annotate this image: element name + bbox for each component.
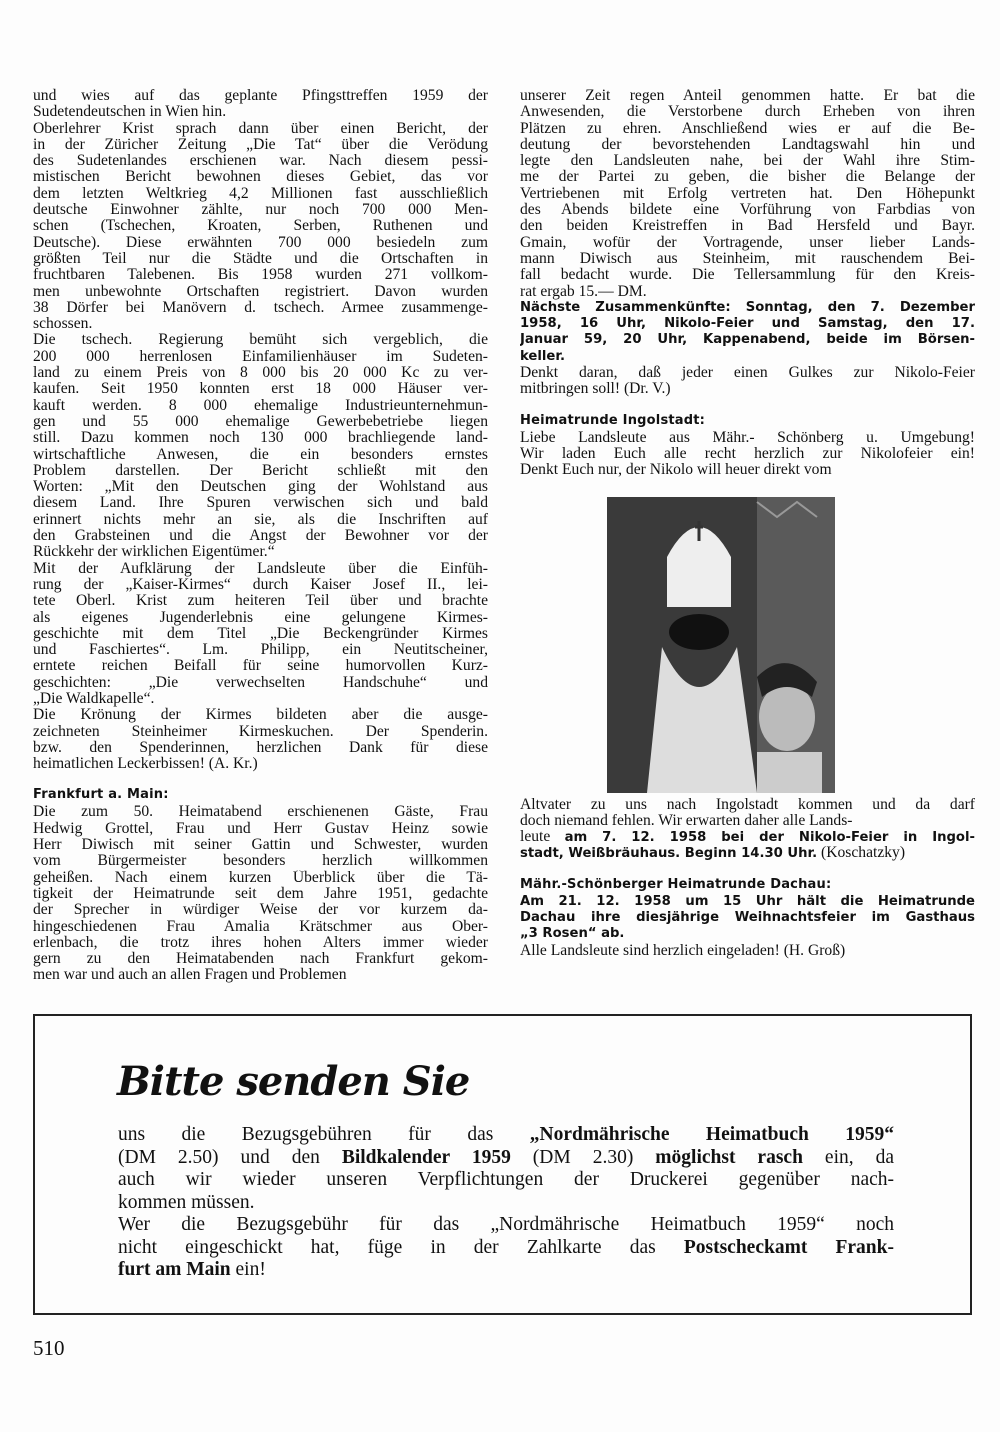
text-line: mann Diwisch aus Steinheim, mit rauschendem Bei- bbox=[520, 250, 975, 267]
text: stadt, Weißbräuhaus. Beginn 14.30 Uhr. bbox=[520, 846, 818, 862]
notice-text bbox=[118, 1124, 894, 1282]
text-line: Denkt Euch nur, der Nikolo will heuer direkt vom bbox=[520, 462, 832, 479]
text-line: wirtschaftliche Anwesen, die ein besonders ernstes bbox=[33, 446, 488, 463]
text-line: schossen. bbox=[33, 316, 93, 333]
text-line: Die tschech. Regierung bemüht sich vergeblich, die bbox=[33, 332, 488, 349]
text-line: in der Züricher Zeitung „Die Tat“ über die Verödung bbox=[33, 136, 488, 153]
text-line: hingeschiedenen Frau Amalia Krätschmer aus Ober- bbox=[33, 918, 488, 935]
text: ein, da bbox=[802, 1146, 894, 1168]
text-line: als eigenes Jugenderlebnis eine gelungene Kirmes- bbox=[33, 609, 488, 626]
text: (DM 2.50) und den bbox=[118, 1146, 342, 1168]
text: auch wir wieder unseren Verpflichtungen der Druckerei gegenüber nach- bbox=[118, 1169, 894, 1190]
text: am 7. 12. 1958 bei der Nikolo-Feier in Ingol- bbox=[564, 830, 975, 846]
text-line: still. Dazu kommen noch 130 000 brachliegende land- bbox=[33, 430, 488, 447]
text: nicht eingeschickt hat, füge in der Zahlkarte das bbox=[118, 1236, 684, 1258]
text-line: bzw. den Spenderinnen, herzlichen Dank für diese bbox=[33, 739, 488, 756]
text-line: tigkeit der Heimatrunde seit dem Jahre 1951, gedachte bbox=[33, 885, 488, 902]
text-line: erlenbach, die trotz ihres hohen Alters immer wieder bbox=[33, 934, 488, 951]
text-line bbox=[520, 829, 975, 845]
text: (Koschatzky) bbox=[817, 845, 906, 862]
text-line: erinnert nichts mehr an sie, als die Inschriften auf bbox=[33, 511, 488, 528]
section-heading-dachau: Mähr.-Schönberger Heimatrunde Dachau: bbox=[520, 876, 832, 892]
text-line: gern zu den Heimatabenden nach Frankfurt gekom- bbox=[33, 951, 488, 968]
text-line: und wies auf das geplante Pfingsttreffen 1959 der bbox=[33, 88, 488, 104]
text: Wer die Bezugsgebühr für das „Nordmährische Heimatbuch 1959“ noch bbox=[118, 1214, 894, 1235]
left-column bbox=[33, 88, 488, 984]
text-line: des Sudetenlandes erschienen war. Nach diesem pessi- bbox=[33, 153, 488, 170]
text-line: geheißen. Nach einem kurzen Überblick über die Tä- bbox=[33, 869, 488, 886]
text-line: Nächste Zusammenkünfte: Sonntag, den 7. Dezember bbox=[520, 299, 975, 315]
text-line: heimatlichen Leckerbissen! (A. Kr.) bbox=[33, 756, 258, 773]
text-line: Liebe Landsleute aus Mähr.- Schönberg u. Umgebung! bbox=[520, 429, 975, 446]
text-line: Plätzen zu ehren. Anschließend wies er auf die Be- bbox=[520, 120, 975, 137]
text-line: 38 Dörfer bei Manövern d. tschech. Armee zusammenge- bbox=[33, 299, 488, 316]
text-line: Die zum 50. Heimatabend erschienenen Gäste, Frau bbox=[33, 804, 488, 821]
text: (DM 2.30) bbox=[510, 1146, 656, 1168]
photo-nikolo bbox=[607, 497, 835, 793]
text bbox=[520, 398, 975, 412]
text: furt am Main bbox=[118, 1259, 231, 1280]
text: uns die Bezugsgebühren für das bbox=[118, 1124, 530, 1145]
text-line: und Faschiertes“. Lm. Philipp, ein Neutitscheiner, bbox=[33, 642, 488, 659]
text-line: rat ergab 15.— DM. bbox=[520, 283, 647, 300]
text-line: vom Bürgermeister besonders herzlich willkommen bbox=[33, 853, 488, 870]
text-line: me der Partei zu geben, die bisher die Belange der bbox=[520, 169, 975, 186]
text-line: Altvater zu uns nach Ingolstadt kommen und da darf bbox=[520, 796, 975, 813]
text-line: mitbringen soll! (Dr. V.) bbox=[520, 381, 671, 398]
text-line: Wir laden Euch alle recht herzlich zur Nikolofeier ein! bbox=[520, 445, 975, 462]
text-line: land zu einem Preis von 8 000 bis 20 000 Kc zu ver- bbox=[33, 365, 488, 382]
text: Postscheckamt Frank- bbox=[683, 1236, 894, 1258]
page-number: 510 bbox=[33, 1336, 65, 1360]
text-line: fall bedacht wurde. Die Tellersammlung für den Kreis- bbox=[520, 267, 975, 284]
section-heading-ingolstadt: Heimatrunde Ingolstadt: bbox=[520, 412, 706, 428]
text-line: doch niemand fehlen. Wir erwarten daher alle Lands- bbox=[520, 812, 853, 829]
text-line: keller. bbox=[520, 348, 565, 364]
notice-box bbox=[33, 1014, 972, 1315]
text-line: Alle Landsleute sind herzlich eingeladen! (H. Groß) bbox=[520, 942, 846, 959]
text-line: Mit der Aufklärung der Landsleute über die Einfüh- bbox=[33, 560, 488, 577]
text-line: des Abends bildete eine Vorführung von Farbdias von bbox=[520, 202, 975, 219]
text-line: Gmain, wofür der Vortragende, unser lieber Lands- bbox=[520, 234, 975, 251]
text-line: Hedwig Grottel, Frau und Herr Gustav Heinz sowie bbox=[33, 820, 488, 837]
text-line: Denkt daran, daß jeder einen Gulkes zur Nikolo-Feier bbox=[520, 365, 975, 382]
text-line: rung der „Kaiser-Kirmes“ durch Kaiser Josef II., lei- bbox=[33, 576, 488, 593]
text-line: Worten: „Mit den Deutschen ging der Wohlstand aus bbox=[33, 479, 488, 496]
text: kommen müssen. bbox=[118, 1191, 255, 1213]
text-line: Deutsche). Diese erwähnten 700 000 besiedeln zum bbox=[33, 234, 488, 251]
text-line: erntete reichen Beifall für seine humorvollen Kurz- bbox=[33, 658, 488, 675]
text-line: Rückkehr der wirklichen Eigentümer.“ bbox=[33, 544, 275, 561]
text-line: diesem Land. Ihre Spuren verwischen sich und bald bbox=[33, 495, 488, 512]
text-line: deutsche Einwohner zählte, nur noch 700 000 Men- bbox=[33, 202, 488, 219]
text-line: men unbewohnte Ortschaften registriert. Davon wurden bbox=[33, 283, 488, 300]
text-line: Dachau ihre diesjährige Weihnachtsfeier im Gasthaus bbox=[520, 910, 975, 926]
text-line: Oberlehrer Krist sprach dann über einen Bericht, der bbox=[33, 120, 488, 137]
text: ein! bbox=[230, 1259, 266, 1280]
text: „Nordmährische Heimatbuch 1959“ bbox=[529, 1124, 894, 1145]
text-line: Am 21. 12. 1958 um 15 Uhr hält die Heimatrunde bbox=[520, 893, 975, 909]
text-line: 200 000 herrenlosen Einfamilienhäuser im Sudeten- bbox=[33, 348, 488, 365]
text-line: tete Oberl. Krist zum heiteren Teil über und brachte bbox=[33, 593, 488, 610]
section-heading-frankfurt: Frankfurt a. Main: bbox=[33, 787, 169, 803]
text-line: zeichneten Steinheimer Kirmeskuchen. Der Spenderin. bbox=[33, 723, 488, 740]
text: leute bbox=[520, 829, 565, 846]
text-line: Herr Diwisch mit seiner Gattin und Schwester, wurden bbox=[33, 837, 488, 854]
text: Bildkalender 1959 bbox=[341, 1146, 511, 1168]
text-line: Vertriebenen mit Erfolg vertreten hat. Den Höhepunkt bbox=[520, 185, 975, 202]
text-line: kauft werden. 8 000 ehemalige Industrieunternehmun- bbox=[33, 397, 488, 414]
text bbox=[520, 862, 975, 876]
text-line: dem letzten Weltkrieg 4,2 Millionen fast ausschließlich bbox=[33, 185, 488, 202]
text-line: den beiden Kreistreffen in Bad Hersfeld und Bayr. bbox=[520, 218, 975, 235]
text-line: mistischen Bericht bewohnen dieses Gebiet, das vor bbox=[33, 169, 488, 186]
text-line: geschichte mit dem Titel „Die Beckengründer Kirmes bbox=[33, 625, 488, 642]
text-line bbox=[520, 845, 975, 861]
text-line: Die Krönung der Kirmes bildeten aber die ausge- bbox=[33, 707, 488, 724]
text-line: kaufen. Seit 1950 konnten erst 18 000 Häuser ver- bbox=[33, 381, 488, 398]
text-line: „3 Rosen“ ab. bbox=[520, 926, 625, 942]
text-line: größten Teil nur die Städte und die Ortschaften in bbox=[33, 250, 488, 267]
text-line: Anwesenden, die Verstorbene durch Erheben von ihren bbox=[520, 104, 975, 121]
text-line: der Sprecher in würdiger Weise der vor kurzem da- bbox=[33, 902, 488, 919]
text: möglichst rasch bbox=[655, 1146, 803, 1168]
text-line: legte den Landsleuten nahe, bei der Wahl ihre Stim- bbox=[520, 153, 975, 170]
text-line: 1958, 16 Uhr, Nikolo-Feier und Samstag, den 17. bbox=[520, 316, 975, 332]
notice-title: Bitte senden Sie bbox=[117, 1058, 470, 1105]
text-line: deutung der bevorstehenden Landtagswahl hin und bbox=[520, 136, 975, 153]
text-line: men war und auch an allen Fragen und Problemen bbox=[33, 967, 347, 984]
text-line: unserer Zeit regen Anteil genommen hatte. Er bat die bbox=[520, 88, 975, 104]
text-line: Sudetendeutschen in Wien hin. bbox=[33, 104, 227, 121]
text-line: Problem darstellen. Der Bericht schließt mit den bbox=[33, 462, 488, 479]
text-line: gen und 55 000 ehemalige Gewerbebetriebe liegen bbox=[33, 413, 488, 430]
text-line: schen (Tschechen, Kroaten, Serben, Ruthenen und bbox=[33, 218, 488, 235]
text bbox=[33, 772, 488, 786]
text-line: „Die Waldkapelle“. bbox=[33, 690, 155, 707]
text-line: geschichten: „Die verwechselten Handschuhe“ und bbox=[33, 674, 488, 691]
text-line: fruchtbaren Talebenen. Bis 1958 wurden 271 vollkom- bbox=[33, 267, 488, 284]
text-line: Januar 59, 20 Uhr, Kappenabend, beide im Börsen- bbox=[520, 332, 975, 348]
text-line: den Grabsteinen und die Angst der Bewohner vor der bbox=[33, 528, 488, 545]
